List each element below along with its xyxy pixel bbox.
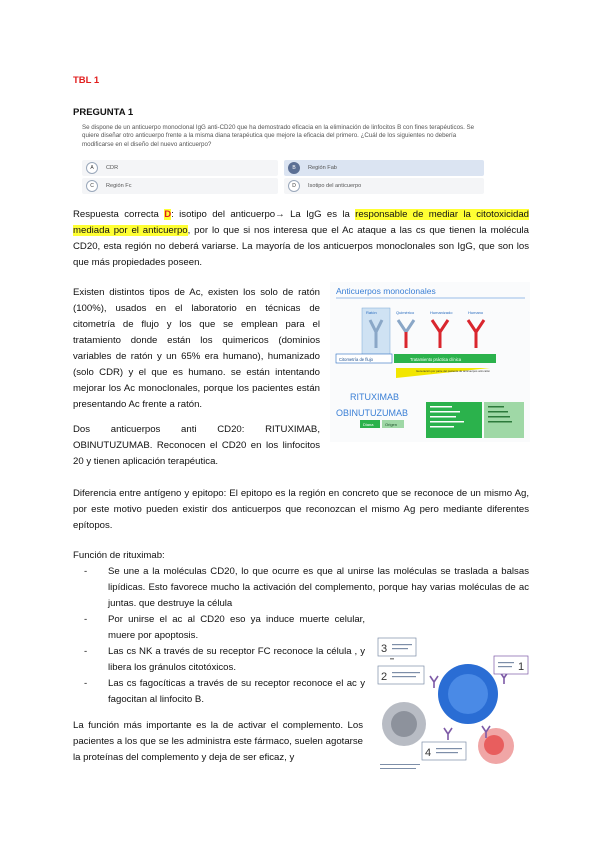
option-b-circle: B — [288, 162, 300, 174]
option-c-label: Región Fc — [106, 183, 132, 189]
bar-clinical: Tratamiento práctica clínica — [410, 357, 462, 362]
option-d-label: Isotipo del anticuerpo — [308, 183, 362, 189]
col-mouse: Ratón — [366, 310, 377, 315]
answer-paragraph — [73, 207, 529, 271]
option-b-label: Región Fab — [308, 165, 337, 171]
option-a-circle: A — [86, 162, 98, 174]
btn-origen: Origen — [385, 422, 398, 427]
rituximab-item-2: - Por unirse el ac al CD20 eso ya induce muerte celular, muere por apoptosis. — [80, 612, 365, 644]
cd20-paragraph: Dos anticuerpos anti CD20: RITUXIMAB, OBINUTUZUMAB. Reconocen el CD20 en los linfocitos 20 y tienen aplicación terapéutica. — [73, 424, 320, 467]
option-d-circle: D — [288, 180, 300, 192]
option-a-label: CDR — [106, 165, 119, 171]
col-chimeric: Quimérico — [396, 310, 415, 315]
mechanism-4: 4 — [425, 747, 432, 759]
bar-flow-cytometry: Citometría de flujo — [339, 357, 373, 362]
mechanism-2: 2 — [381, 671, 388, 683]
option-d[interactable] — [284, 178, 484, 194]
antibody-chimeric-icon — [398, 320, 414, 348]
answer-letter: D — [164, 209, 172, 220]
mechanism-figure — [372, 632, 532, 774]
antibody-figure — [330, 282, 530, 442]
drug-obinutuzumab: OBINUTUZUMAB — [336, 408, 408, 418]
answer-mid: : isotipo del anticuerpo→ La IgG es la — [171, 209, 356, 220]
complement-paragraph: La función más importante es la de activar el complemento. Los pacientes a los que se les administra este fármaco, suelen agotarse la proteínas del complemento y deja de ser eficaz, y — [73, 720, 363, 763]
rituximab-item-3: - Las cs NK a través de su receptor FC reconoce la célula , y libera los gránulos citotóxicos. — [80, 644, 365, 676]
question-title: PREGUNTA 1 — [73, 107, 134, 118]
col-human: Humano — [468, 310, 484, 315]
figure-title: Anticuerpos monoclonales — [336, 286, 436, 296]
epitope-paragraph: Diferencia entre antígeno y epitopo: El epitopo es la región en concreto que se reconoce de un mismo Ag, por este motivo pueden existir dos anticuerpos que reconozcan el mismo Ag pero mediante diferentes epítopos. — [73, 488, 529, 531]
answer-rest: , por lo que si nos interesa que el Ac ataque a las cs que tienen la molécula CD20, esta región no deberá variarse. La mayoría de los anticuerpos monoclonales son IgG, que son los que más propiedades poseen. — [73, 225, 530, 268]
col-humanized: Humanizado — [430, 310, 453, 315]
antibody-humanized-icon — [432, 320, 448, 348]
option-a[interactable] — [82, 160, 278, 176]
option-c-circle: C — [86, 180, 98, 192]
rituximab-heading: Función de rituximab: — [73, 550, 165, 561]
rituximab-item-1: - Se une a la moléculas CD20, lo que ocurre es que al unirse las moléculas se traslada a balsas lipídicas. Esto favorece mucho la activación del complemento, porque hay varias moléculas de ac juntas. que destruye la célula — [80, 564, 529, 612]
btn-diana: Diana — [363, 422, 374, 427]
rituximab-item-4: - Las cs fagocíticas a través de su receptor reconoce el ac y fagocitan al linfocito B. — [80, 676, 365, 708]
option-c[interactable] — [82, 178, 278, 194]
rituximab-list-1 — [80, 564, 529, 612]
option-b[interactable] — [284, 160, 484, 176]
tbl-title: TBL 1 — [73, 75, 100, 86]
types-paragraph: Existen distintos tipos de Ac, existen los solo de ratón (100%), usados en el laboratorio en técnicas de citometría de flujo y los que se emplean para el tratamiento donde están los quimericos (dominios variables de ratón y un 65% era humano), humanizado (solo CDR) y el que es humano. se están intentando mejorar los Ac monoclonales, porque los pacientes están presentando Ac frente a ratón. — [73, 287, 320, 410]
drug-rituximab: RITUXIMAB — [350, 392, 400, 402]
mechanism-1: 1 — [518, 661, 525, 673]
figure-note: Generación por parte del paciente de anticuerpos anti-ratón — [416, 369, 491, 373]
answer-highlight: responsable de mediar la citotoxicidad mediada por el anticuerpo — [73, 209, 530, 236]
antibody-human-icon — [468, 320, 484, 348]
mechanism-3: 3 — [381, 643, 388, 655]
answer-intro: Respuesta correcta — [73, 209, 165, 220]
rituximab-list-2 — [80, 612, 365, 708]
question-text: Se dispone de un anticuerpo monoclonal IgG anti-CD20 que ha demostrado eficacia en la eliminación de linfocitos B con fines terapéuticos. Se quiere diseñar otro anticuerpo frente a la misma diana terapéutica que mejore la eficacia del primero. ¿Cuál de los siguientes no debería modificarse en el diseño del nuevo anticuerpo? — [82, 124, 475, 148]
